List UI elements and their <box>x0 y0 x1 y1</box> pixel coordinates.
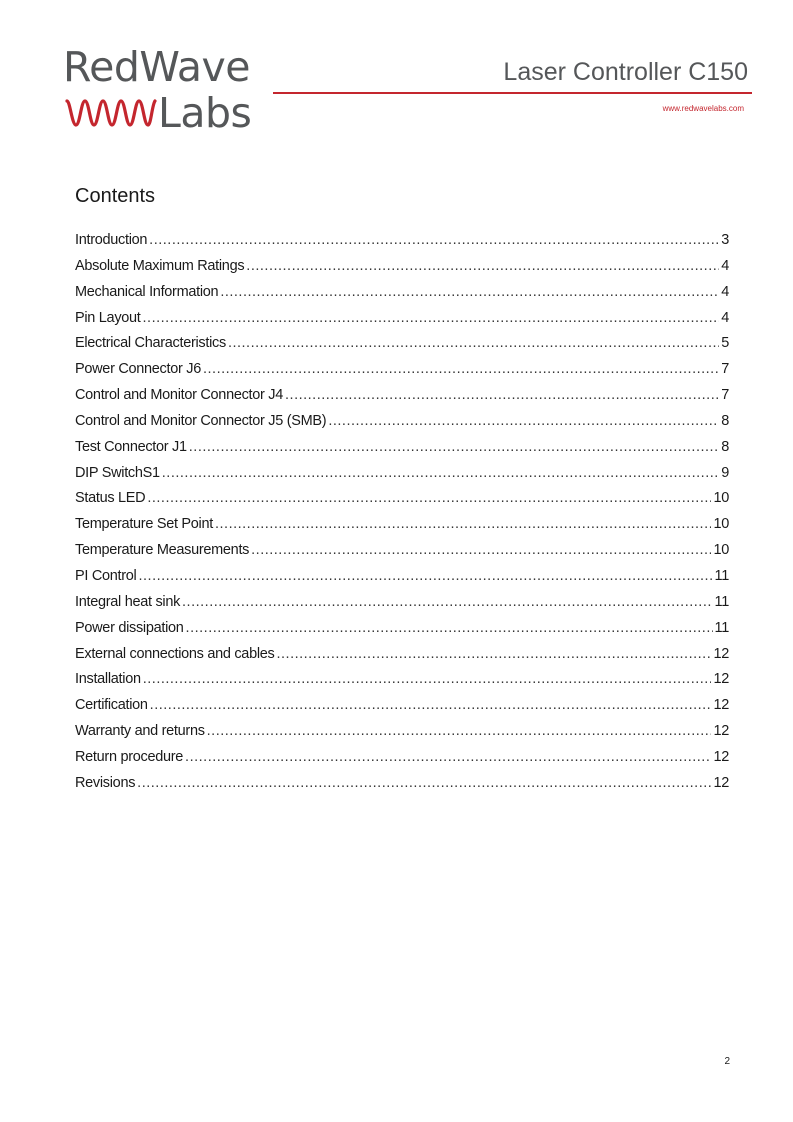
toc-entry[interactable] <box>75 720 729 746</box>
contents-heading: Contents <box>75 185 156 207</box>
toc-entry[interactable] <box>75 410 729 436</box>
toc-dot-leader <box>251 539 711 561</box>
toc-entry-label[interactable]: PI Control <box>75 567 137 584</box>
toc-dot-leader <box>215 513 711 535</box>
toc-entry-page[interactable]: 7 <box>721 361 729 378</box>
toc-entry-page[interactable]: 4 <box>721 283 729 300</box>
toc-entry-page[interactable]: 11 <box>714 619 729 636</box>
toc-entry-page[interactable]: 3 <box>721 232 729 248</box>
toc-entry-page[interactable]: 12 <box>713 774 729 791</box>
toc-entry[interactable] <box>75 746 729 772</box>
toc-dot-leader <box>138 565 712 587</box>
toc-dot-leader <box>328 410 719 432</box>
toc-entry-page[interactable]: 11 <box>714 567 729 584</box>
toc-entry-label[interactable]: Return procedure <box>75 748 184 765</box>
toc-dot-leader <box>285 384 719 406</box>
toc-entry[interactable] <box>75 487 729 513</box>
toc-entry[interactable] <box>75 307 729 333</box>
toc-entry[interactable] <box>75 643 729 669</box>
toc-dot-leader <box>162 462 719 484</box>
toc-dot-leader <box>143 668 712 690</box>
toc-entry-label[interactable]: Revisions <box>75 774 136 791</box>
wave-logo-icon <box>65 93 157 131</box>
toc-entry-page[interactable]: 12 <box>713 671 729 688</box>
toc-entry-page[interactable]: 4 <box>721 309 729 326</box>
toc-entry-label[interactable]: Power dissipation <box>75 619 184 636</box>
toc-entry-label[interactable]: Status LED <box>75 490 146 507</box>
toc-entry-label[interactable]: Power Connector J6 <box>75 361 201 378</box>
toc-entry-page[interactable]: 12 <box>713 723 729 740</box>
toc-dot-leader <box>220 281 719 303</box>
logo-text-redwave: RedWave <box>63 43 250 91</box>
toc-dot-leader <box>137 772 711 794</box>
toc-entry-label[interactable]: Warranty and returns <box>75 723 205 740</box>
toc-entry-page[interactable]: 10 <box>713 490 729 507</box>
toc-entry[interactable] <box>75 591 729 617</box>
toc-dot-leader <box>150 694 712 716</box>
toc-entry[interactable] <box>75 255 729 281</box>
toc-entry-page[interactable]: 10 <box>713 516 729 533</box>
toc-entry-label[interactable]: DIP SwitchS1 <box>75 464 160 481</box>
toc-dot-leader <box>149 229 719 251</box>
toc-entry-page[interactable]: 8 <box>721 438 729 455</box>
toc-entry-page[interactable]: 7 <box>721 387 729 404</box>
toc-entry-label[interactable]: Mechanical Information <box>75 283 219 300</box>
toc-entry[interactable] <box>75 694 729 720</box>
toc-dot-leader <box>147 487 711 509</box>
toc-dot-leader <box>185 746 711 768</box>
page-number: 2 <box>724 1056 730 1067</box>
toc-entry[interactable] <box>75 358 729 384</box>
toc-dot-leader <box>207 720 712 742</box>
toc-dot-leader <box>189 436 719 458</box>
toc-entry-label[interactable]: Temperature Measurements <box>75 542 250 559</box>
toc-entry-page[interactable]: 10 <box>713 542 729 559</box>
toc-dot-leader <box>228 332 719 354</box>
company-logo <box>63 44 268 136</box>
toc-dot-leader <box>246 255 719 277</box>
toc-entry-page[interactable]: 5 <box>721 335 729 352</box>
document-title: Laser Controller C150 <box>503 58 748 86</box>
toc-dot-leader <box>143 307 720 329</box>
toc-entry[interactable] <box>75 668 729 694</box>
toc-entry-label[interactable]: Control and Monitor Connector J5 (SMB) <box>75 412 327 429</box>
toc-entry[interactable] <box>75 617 729 643</box>
toc-entry-page[interactable]: 12 <box>713 645 729 662</box>
toc-entry[interactable] <box>75 565 729 591</box>
toc-entry-page[interactable]: 12 <box>713 748 729 765</box>
toc-dot-leader <box>203 358 719 380</box>
toc-dot-leader <box>276 643 711 665</box>
toc-entry-label[interactable]: Electrical Characteristics <box>75 335 226 352</box>
table-of-contents <box>75 229 729 798</box>
toc-dot-leader <box>186 617 713 639</box>
toc-entry-label[interactable]: Pin Layout <box>75 309 141 326</box>
toc-entry-page[interactable]: 11 <box>714 593 729 610</box>
toc-entry-page[interactable]: 4 <box>721 257 729 274</box>
toc-entry[interactable] <box>75 513 729 539</box>
toc-entry-page[interactable]: 8 <box>721 412 729 429</box>
toc-entry[interactable] <box>75 462 729 488</box>
toc-entry-label[interactable]: Installation <box>75 671 141 688</box>
toc-entry-label[interactable]: Absolute Maximum Ratings <box>75 257 245 274</box>
toc-entry[interactable] <box>75 436 729 462</box>
toc-entry-label[interactable]: Control and Monitor Connector J4 <box>75 387 284 404</box>
toc-entry-page[interactable]: 9 <box>721 464 729 481</box>
toc-entry-label[interactable]: Temperature Set Point <box>75 516 213 533</box>
logo-text-labs: Labs <box>158 89 252 137</box>
header-divider <box>273 92 752 94</box>
toc-entry[interactable] <box>75 384 729 410</box>
toc-dot-leader <box>182 591 713 613</box>
toc-entry-label[interactable]: Integral heat sink <box>75 593 181 610</box>
toc-entry-label[interactable]: Certification <box>75 697 148 714</box>
toc-entry-label[interactable]: Test Connector J1 <box>75 438 187 455</box>
toc-entry-label[interactable]: Introduction <box>75 232 148 248</box>
toc-entry[interactable] <box>75 772 729 798</box>
toc-entry[interactable] <box>75 281 729 307</box>
toc-entry-label[interactable]: External connections and cables <box>75 645 275 662</box>
toc-entry[interactable] <box>75 332 729 358</box>
toc-entry[interactable] <box>75 229 729 255</box>
toc-entry[interactable] <box>75 539 729 565</box>
website-link[interactable]: www.redwavelabs.com <box>662 104 744 113</box>
toc-entry-page[interactable]: 12 <box>713 697 729 714</box>
